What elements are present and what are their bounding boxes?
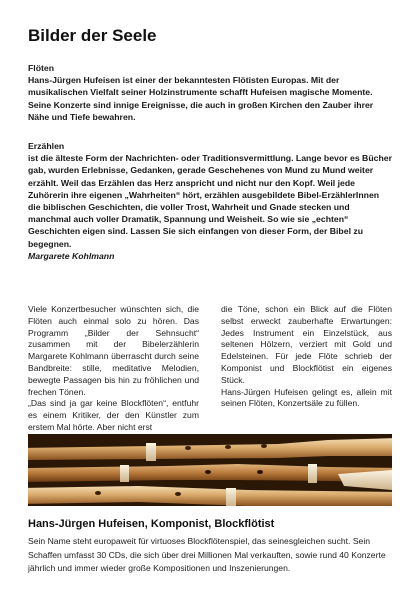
body-left-paragraph-2: „Das sind ja gar keine Blockflöten“, entfuhr es einem Kritiker, der den Künstler zum erstem Mal hörte. Aber nicht erst (28, 398, 199, 432)
body-column-right (221, 304, 392, 410)
body-left-paragraph-1: Viele Konzertbesucher wünschten sich, die Flöten auch einmal solo zu hören. Das Programm „Bilder der Sehnsucht“ zusammen mit der Bibelerzählerin Margarete Kohlmann überrascht durch seine Bandbreite: stille, meditative Melodien, bewegte Passagen bis hin zu fröhlichen und frechen Tönen. (28, 304, 199, 397)
erzaehlen-heading: Erzählen (28, 141, 65, 151)
bio-heading (28, 518, 274, 530)
floeten-section (28, 62, 392, 123)
erzaehlen-author: Margarete Kohlmann (28, 250, 115, 261)
erzaehlen-section (28, 140, 392, 262)
bio-text: Sein Name steht europaweit für virtuoses Blockflötenspiel, das seinesgleichen sucht. Sein Schaffen umfasst 30 CDs, die sich über drei Millionen Mal verkauften, sowie rund 40 Konzerte jährlich und immer wieder große Kompositionen und Inszenierungen. (28, 536, 386, 573)
page-title: Bilder der Seele (28, 26, 157, 45)
body-right-paragraph-2: Hans-Jürgen Hufeisen gelingt es, allein mit seinen Flöten, Konzertsäle zu füllen. (221, 386, 392, 409)
body-right-paragraph-1: die Töne, schon ein Blick auf die Flöten selbst erweckt zauberhafte Erwartungen: Jedes Instrument ein Einzelstück, aus seltenen Hölzern, verziert mit Gold und Edelsteinen. Für jede Flöte schrieb der Komponist und Blockflötist ein eigenes Stück. (221, 304, 392, 385)
bio-name: Hans-Jürgen Hufeisen, (28, 518, 148, 530)
body-column-left (28, 304, 199, 434)
erzaehlen-text: ist die älteste Form der Nachrichten- oder Traditionsvermittlung. Lange bevor es Bücher gab, wurden Erlebnisse, Gedanken, gerade Geschehenes von Mund zu Mund weiter erzählt. Weil das Erzählen das Herz anspricht und nicht nur den Kopf. Weil jede Zuhörerin ihre eigenen „Wahrheiten“ hört, erzählen ausgebildete Bibel-ErzählerInnen die biblischen Geschichten, die voller Trost, Wahrheit und Gnade stecken und manchmal auch voller Dramatik, Spannung und Weisheit. So wie sie „echten“ Geschichten eigen sind. Lassen Sie sich einfangen von dieser Form, der Bibel zu begegnen. (28, 153, 392, 249)
floeten-text: Hans-Jürgen Hufeisen ist einer der bekanntesten Flötisten Europas. Mit der musikalischen Vielfalt seiner Holzinstrumente schafft Hufeisen magische Momente. Seine Konzerte sind innige Ereignisse, die auch in großen Kirchen den Zauber ihrer Nähe und Tiefe bewahren. (28, 75, 374, 122)
flutes-photo (28, 434, 392, 506)
bio-role: Komponist, Blockflötist (147, 518, 275, 530)
flutes-illustration (28, 434, 392, 506)
floeten-heading: Flöten (28, 63, 55, 73)
